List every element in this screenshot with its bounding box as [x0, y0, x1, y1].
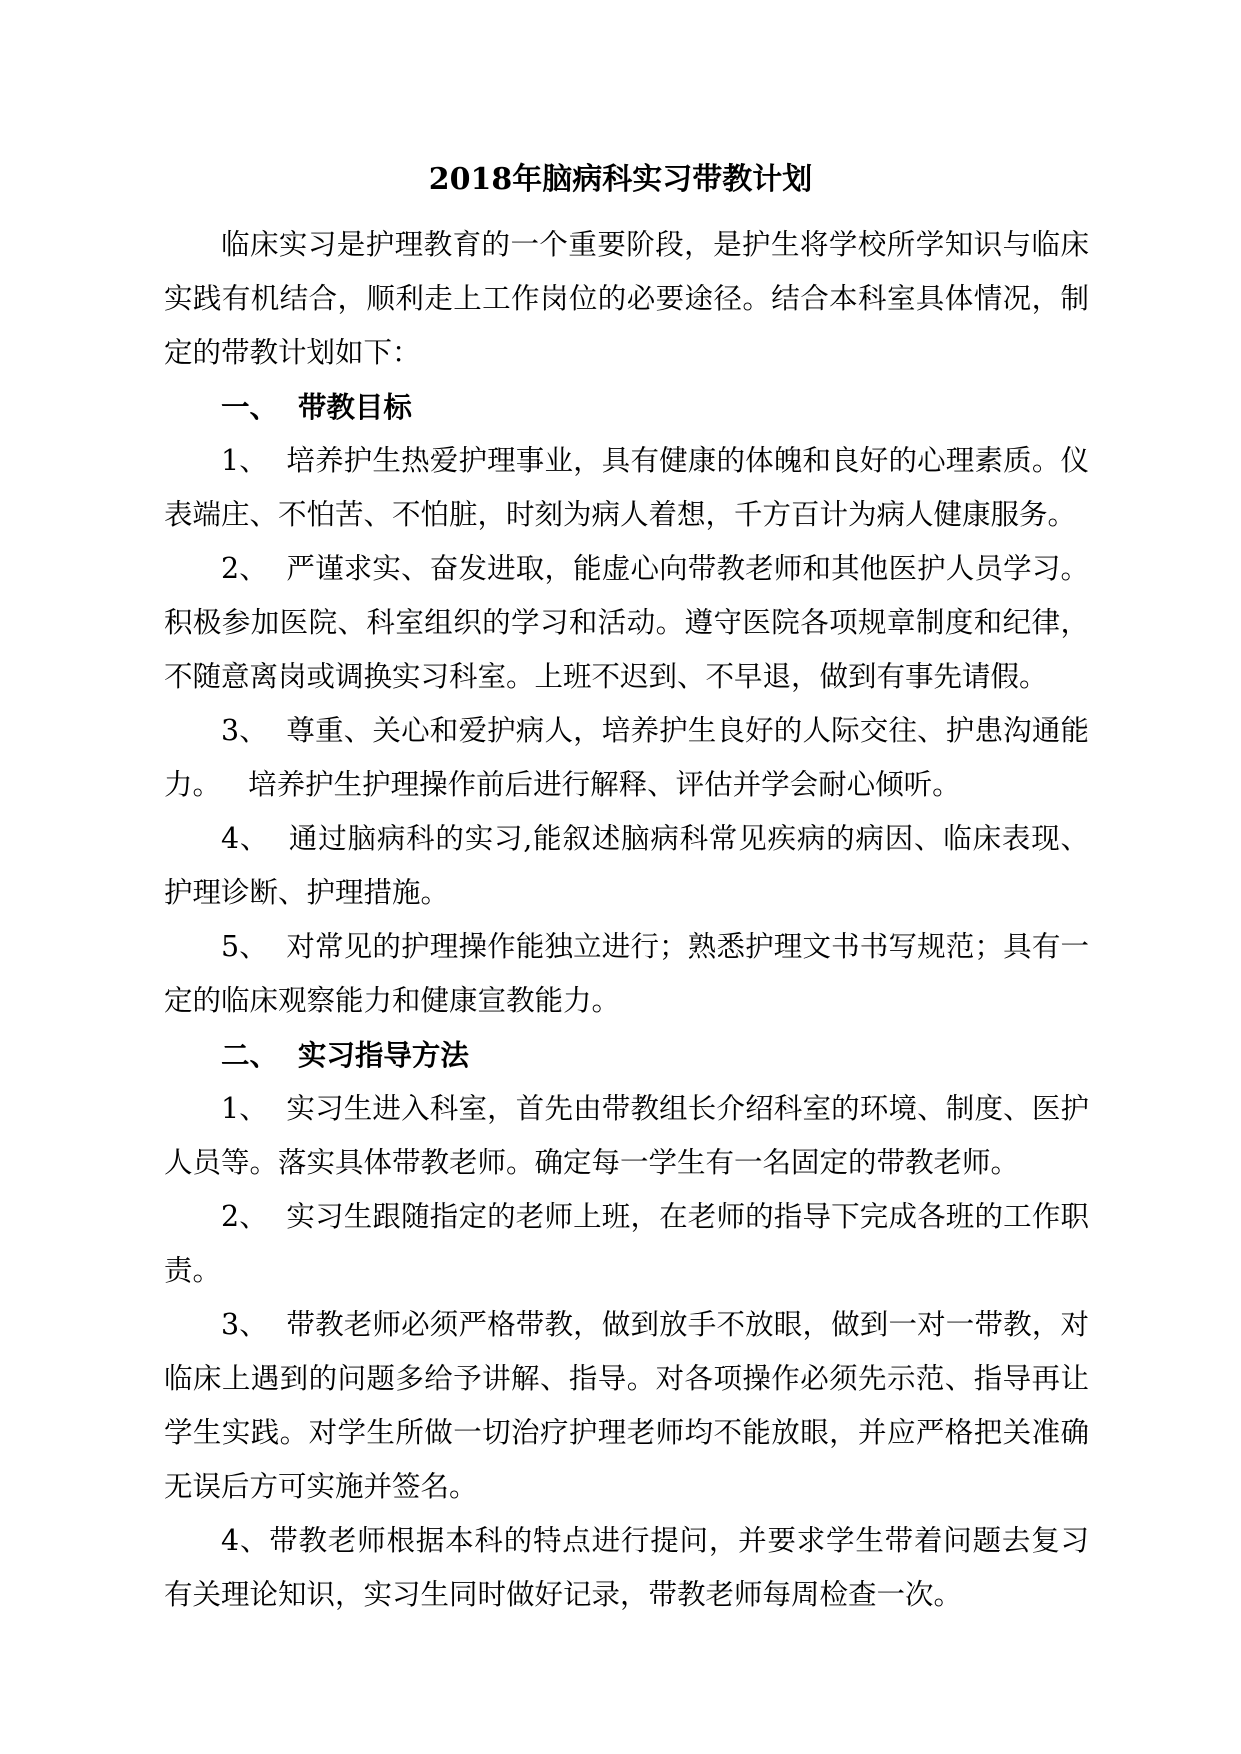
goal-item-1: 1、 培养护生热爱护理事业，具有健康的体魄和良好的心理素质。仪表端庄、不怕苦、不怕脏，时刻为病人着想，千方百计为病人健康服务。: [164, 444, 1089, 531]
section-heading-methods: 二、 实习指导方法: [221, 1038, 469, 1072]
document-body: [164, 218, 1089, 1622]
goal-item-4: 4、 通过脑病科的实习,能叙述脑病科常见疾病的病因、临床表现、护理诊断、护理措施。: [164, 822, 1089, 909]
method-item-2: 2、 实习生跟随指定的老师上班，在老师的指导下完成各班的工作职责。: [164, 1200, 1089, 1287]
method-item-1: 1、 实习生进入科室，首先由带教组长介绍科室的环境、制度、医护人员等。落实具体带教老师。确定每一学生有一名固定的带教老师。: [164, 1092, 1089, 1179]
section-heading-goals: 一、 带教目标: [221, 390, 412, 424]
goal-item-2: 2、 严谨求实、奋发进取，能虚心向带教老师和其他医护人员学习。积极参加医院、科室组织的学习和活动。遵守医院各项规章制度和纪律，不随意离岗或调换实习科室。上班不迟到、不早退，做到有事先请假。: [164, 552, 1089, 693]
document-title: 2018年脑病科实习带教计划: [428, 162, 813, 197]
goal-item-5: 5、 对常见的护理操作能独立进行；熟悉护理文书书写规范；具有一定的临床观察能力和健康宣教能力。: [164, 930, 1089, 1017]
intro-paragraph: 临床实习是护理教育的一个重要阶段，是护生将学校所学知识与临床实践有机结合，顺利走上工作岗位的必要途径。结合本科室具体情况，制定的带教计划如下：: [164, 228, 1089, 369]
method-item-3: 3、 带教老师必须严格带教，做到放手不放眼，做到一对一带教，对临床上遇到的问题多给予讲解、指导。对各项操作必须先示范、指导再让学生实践。对学生所做一切治疗护理老师均不能放眼，并应严格把关准确无误后方可实施并签名。: [164, 1308, 1089, 1503]
goal-item-3: 3、 尊重、关心和爱护病人，培养护生良好的人际交往、护患沟通能力。 培养护生护理操作前后进行解释、评估并学会耐心倾听。: [164, 714, 1089, 801]
method-item-4: 4、带教老师根据本科的特点进行提问，并要求学生带着问题去复习有关理论知识，实习生同时做好记录，带教老师每周检查一次。: [164, 1524, 1089, 1611]
